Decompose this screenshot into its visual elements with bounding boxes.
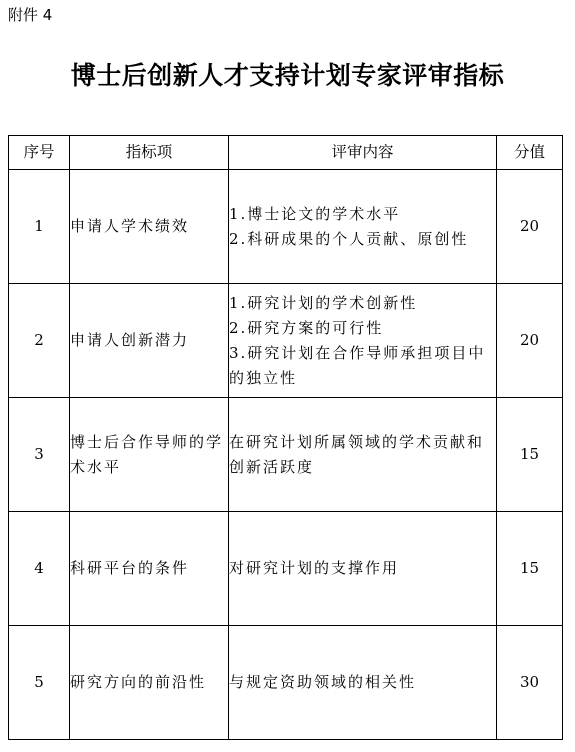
content-line: 在研究计划所属领域的学术贡献和创新活跃度: [229, 432, 485, 476]
column-header-score: 分值: [497, 136, 563, 170]
content-line: 对研究计划的支撑作用: [229, 559, 400, 577]
column-header-no: 序号: [9, 136, 70, 170]
score-value: 20: [497, 284, 563, 398]
content-line: 1.研究计划的学术创新性: [229, 293, 418, 312]
criterion-content: [229, 626, 497, 740]
table-row: [9, 284, 563, 398]
criterion-content: [229, 170, 497, 284]
criterion-item: 研究方向的前沿性: [70, 626, 229, 740]
attachment-label: 附件 4: [8, 6, 53, 24]
score-value: 15: [497, 398, 563, 512]
evaluation-criteria-table: [8, 135, 563, 740]
score-value: 20: [497, 170, 563, 284]
row-number: 5: [9, 626, 70, 740]
column-header-item: 指标项: [70, 136, 229, 170]
criterion-content: [229, 398, 497, 512]
content-line: 1.博士论文的学术水平: [229, 204, 401, 223]
row-number: 2: [9, 284, 70, 398]
table-row: [9, 398, 563, 512]
table-row: [9, 512, 563, 626]
content-line: 与规定资助领域的相关性: [229, 673, 417, 691]
score-value: 30: [497, 626, 563, 740]
content-line: 2.研究方案的可行性: [229, 318, 384, 337]
column-header-content: 评审内容: [229, 136, 497, 170]
criterion-content: [229, 284, 497, 398]
criterion-item: 申请人学术绩效: [70, 170, 229, 284]
criterion-item: 申请人创新潜力: [70, 284, 229, 398]
page-title: 博士后创新人才支持计划专家评审指标: [70, 61, 505, 90]
criterion-item: 博士后合作导师的学术水平: [70, 398, 229, 512]
content-line: 3.研究计划在合作导师承担项目中的独立性: [229, 343, 486, 387]
score-value: 15: [497, 512, 563, 626]
content-line: 2.科研成果的个人贡献、原创性: [229, 229, 469, 248]
table-header-row: [9, 136, 563, 170]
table-row: [9, 626, 563, 740]
criterion-item: 科研平台的条件: [70, 512, 229, 626]
criterion-content: [229, 512, 497, 626]
row-number: 1: [9, 170, 70, 284]
row-number: 4: [9, 512, 70, 626]
table-row: [9, 170, 563, 284]
row-number: 3: [9, 398, 70, 512]
